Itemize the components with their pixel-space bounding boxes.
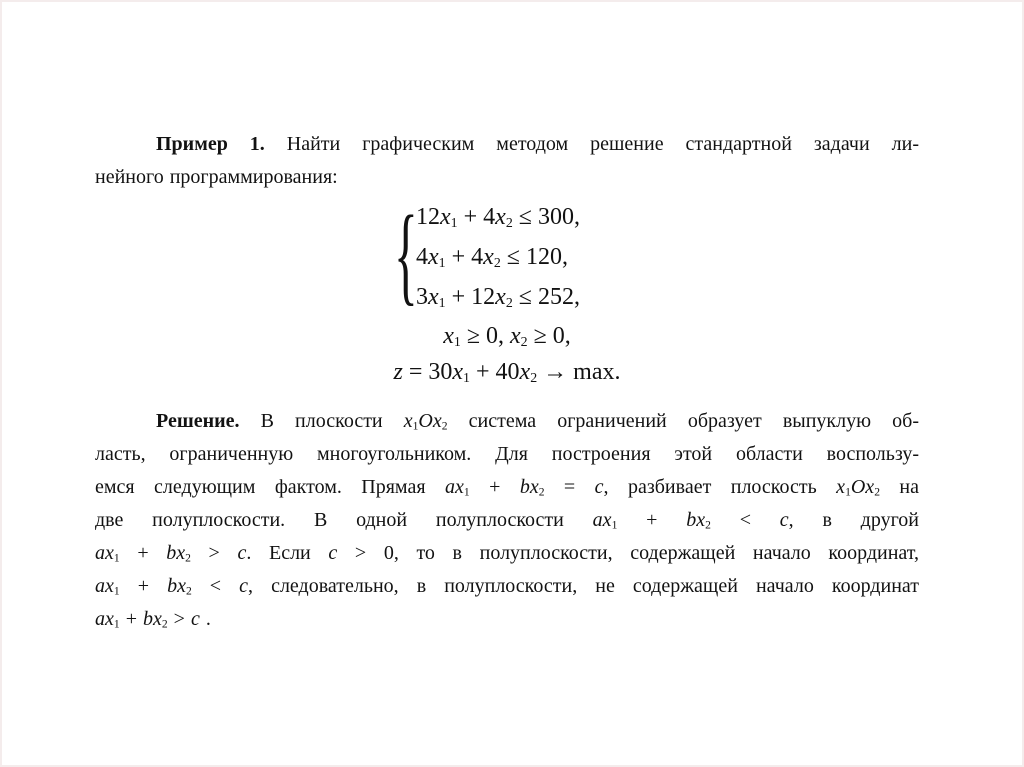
nonnegativity-constraint-line: x1 ≥ 0, x2 ≥ 0, [443,323,571,351]
solution-line-3: емся следующим фактом. Прямая ax1 + bx2 = c, разбивает плоскость x1Ox2 на [95,476,919,499]
solution-line-2: ласть, ограниченную многоугольником. Для построения этой области воспользу- [95,443,919,465]
inequality-system [394,193,919,317]
solution-line-1: Решение. В плоскости x1Ox2 система ограничений образует выпуклую об- [156,410,919,433]
example-paragraph-line-1: Пример 1. Найти графическим методом решение стандартной задачи ли- [156,133,919,155]
solution-line-6: ax1 + bx2 < c, следовательно, в полуплоскости, не содержащей начало координат [95,575,919,598]
text-content [95,128,919,636]
system-rows [416,197,580,317]
solution-line-4: две полуплоскости. В одной полуплоскости ax1 + bx2 < c, в другой [95,509,919,532]
system-row-1: 12x1 + 4x2 ≤ 300, [416,204,580,232]
system-row-2: 4x1 + 4x2 ≤ 120, [416,244,568,272]
objective-function-line: z = 30x1 + 40x2 → max. [393,359,621,387]
example-paragraph-line-2: нейного программирования: [95,166,338,188]
solution-line-5: ax1 + bx2 > c. Если c > 0, то в полуплоскости, содержащей начало координат, [95,542,920,565]
system-row-3: 3x1 + 12x2 ≤ 252, [416,284,580,312]
solution-line-7: ax1 + bx2 > c . [95,608,211,631]
curly-brace: { [394,193,418,315]
